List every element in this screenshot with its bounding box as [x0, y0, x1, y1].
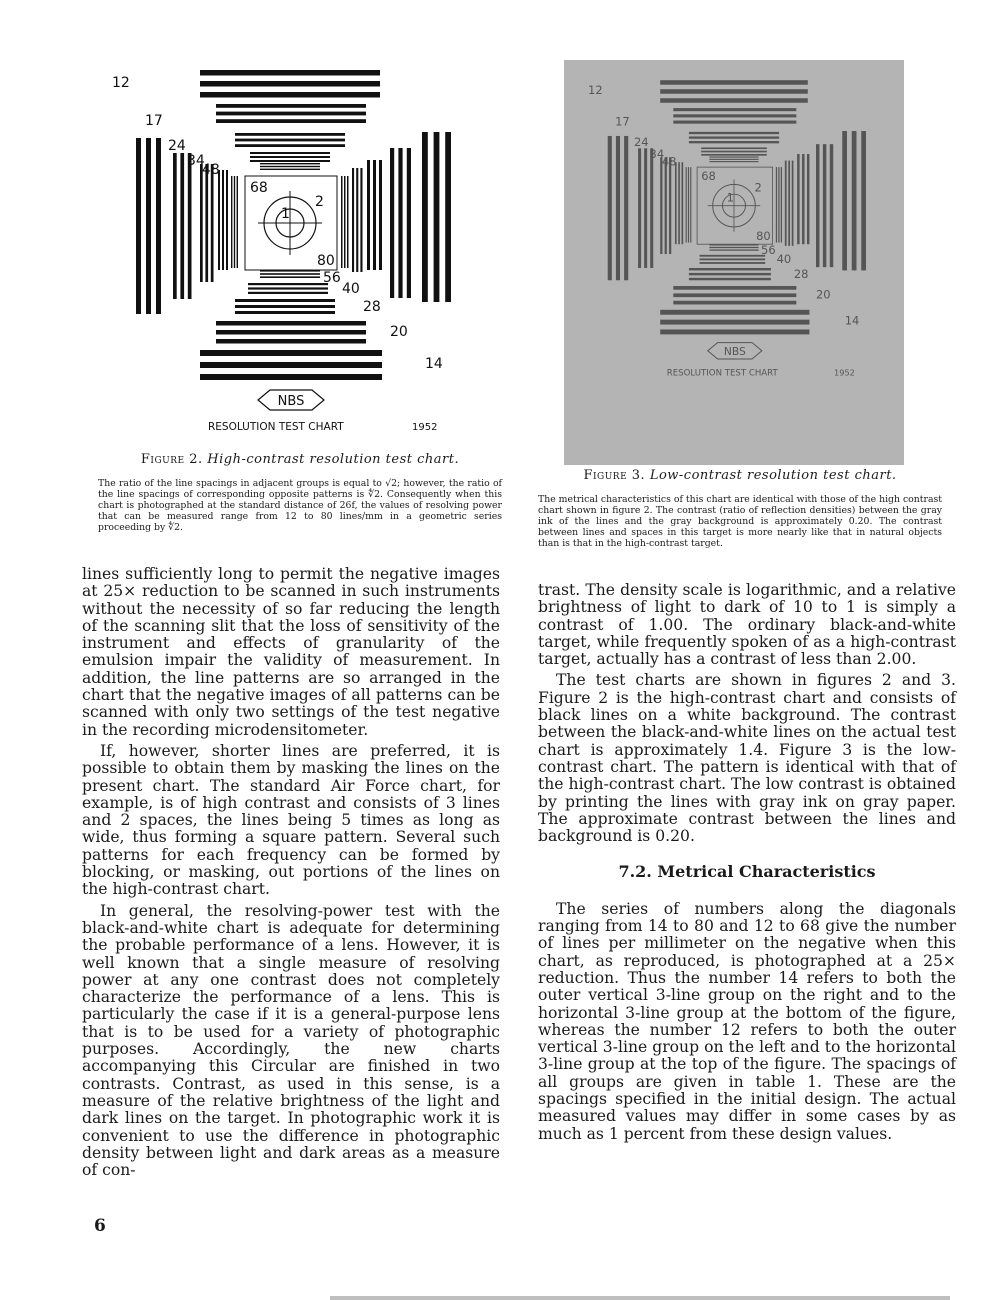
chart-line: [701, 147, 767, 149]
chart-line: [216, 112, 366, 116]
chart-number: 56: [323, 270, 341, 286]
chart-line: [222, 170, 224, 270]
chart-line: [709, 249, 758, 250]
chart-line: [235, 305, 335, 308]
chart-year: 1952: [834, 367, 855, 378]
figure-2-label: Figure 2.: [140, 452, 203, 467]
chart-line: [260, 169, 320, 170]
chart-line: [434, 132, 440, 302]
chart-line: [200, 374, 382, 380]
chart-line: [709, 247, 758, 248]
chart-line: [352, 168, 354, 272]
paragraph: If, however, shorter lines are preferred, it is possible to obtain them by masking the lines on the present chart. The standard Air Force chart, for example, is of high contrast and consists of 3 lines and 2 spaces, the lines being 5 times as long as wide, thus forming a square pattern. Several such patterns for each frequency can be formed by blocking, or masking, out portions of the lines on the high-contrast chart.: [82, 741, 500, 899]
chart-line: [690, 167, 691, 242]
chart-line: [445, 132, 451, 302]
chart-number: 48: [661, 154, 677, 169]
chart-number: 40: [342, 281, 360, 297]
chart-line: [638, 148, 641, 268]
paragraph: The series of numbers along the diagonals ranging from 14 to 80 and 12 to 68 give the number of lines per millimeter on the negative when this chart, as reproduced, is photographed at a 25× reduction. Thus the number 14 refers to both the outer vertical 3-line group on the right and to the horizontal 3-line group at the bottom of the figure, whereas the number 12 refers to both the outer vertical 3-line group on the left and to the horizontal 3-line group at the top of the figure. The spacings of all groups are given in table 1. These are the spacings specified in the initial design. The actual measured values may differ in some cases by as much as 1 percent from these design values.: [538, 899, 956, 1143]
chart-line: [802, 154, 804, 244]
chart-line: [689, 136, 779, 138]
chart-line: [776, 167, 777, 242]
chart-line: [422, 132, 428, 302]
chart-number: 28: [363, 299, 381, 315]
chart-line: [216, 330, 366, 335]
chart-line: [852, 131, 857, 270]
chart-line: [235, 311, 335, 314]
section-heading: 7.2. Metrical Characteristics: [618, 862, 876, 882]
chart-line: [624, 136, 628, 280]
chart-line: [379, 160, 382, 270]
paragraph: In general, the resolving-power test with the black-and-white chart is adequate for determining the probable performance of a lens. However, it is well known that a single measure of resolving power at any one contrast does not completely characterize the performance of a lens. This is particularly the case if it is a general-purpose lens that is to be used for a variety of photographic purposes. Accordingly, the new charts accompanying this Circular are finished in two contrasts. Contrast, as used in this sense, is a measure of the relative brightness of the light and dark lines on the target. In photographic work it is convenient to use the difference in photographic density between light and dark areas as a measure of con-: [82, 901, 500, 1180]
chart-line: [660, 98, 808, 103]
chart-line: [216, 119, 366, 123]
chart-line: [250, 160, 330, 162]
chart-line: [205, 164, 208, 282]
chart-line: [842, 131, 847, 270]
chart-line: [216, 321, 366, 326]
chart-line: [398, 148, 402, 298]
chart-line: [248, 287, 328, 289]
chart-number: 68: [701, 169, 716, 184]
chart-line: [709, 156, 758, 157]
chart-number: 1: [281, 206, 290, 222]
chart-line: [660, 310, 809, 315]
chart-number: 24: [633, 134, 649, 149]
chart-line: [390, 148, 394, 298]
chart-line: [861, 131, 866, 270]
chart-line: [678, 162, 680, 244]
chart-line: [682, 162, 684, 244]
paragraph: trast. The density scale is logarithmic, and a relative brightness of light to dark of 10 to 1 is simply a contrast of 1.00. The ordinary black-and-white target, while frequently spoken of as a high-contrast target, actually has a contrast of less than 2.00.: [538, 581, 956, 669]
page-edge-shadow: [330, 1296, 950, 1300]
chart-line: [660, 89, 808, 94]
chart-name: RESOLUTION TEST CHART: [208, 421, 344, 433]
chart-line: [250, 152, 330, 154]
chart-line: [673, 114, 796, 117]
chart-line: [200, 362, 382, 368]
chart-name: RESOLUTION TEST CHART: [666, 368, 778, 379]
chart-line: [785, 161, 787, 246]
chart-number: 14: [425, 356, 443, 372]
chart-line: [260, 273, 320, 275]
chart-number: 40: [776, 252, 792, 267]
chart-number: 2: [754, 180, 762, 195]
chart-line: [650, 148, 653, 268]
chart-line: [688, 167, 689, 242]
chart-line: [260, 166, 320, 167]
chart-number: 34: [187, 153, 205, 169]
chart-line: [234, 176, 235, 268]
chart-line: [660, 329, 809, 334]
chart-line: [231, 176, 232, 268]
chart-line: [260, 163, 320, 164]
chart-line: [830, 144, 833, 267]
chart-line: [689, 278, 771, 280]
chart-line: [200, 350, 382, 356]
chart-number: 80: [317, 253, 335, 269]
chart-line: [200, 92, 380, 98]
chart-pattern: [112, 70, 451, 433]
chart-line: [180, 153, 184, 299]
chart-line: [709, 161, 758, 162]
chart-line: [689, 141, 779, 143]
chart-line: [807, 154, 809, 244]
paragraph: The test charts are shown in figures 2 and 3. Figure 2 is the high-contrast chart and consists of black lines on a white background. The contrast between the black-and-white lines on the actual test chart is approximately 1.4. Figure 3 is the low-contrast chart. The pattern is identical with that of the high-contrast chart. The low contrast is obtained by printing the lines with gray ink on gray paper. The approximate contrast between the lines and background is 0.20.: [538, 671, 956, 846]
chart-line: [700, 255, 766, 257]
chart-line: [788, 161, 790, 246]
paragraph: lines sufficiently long to permit the negative images at 25× reduction to be scanned in such instruments without the necessity of so far reducing the length of the scanning slit that the loss of sensitivity of the instrument and effects of granularity of the emulsion impair the validity of measurement. In addition, the line patterns are so arranged in the chart that the negative images of all patterns can be scanned with only two settings of the test negative in the recording microdensitometer.: [82, 565, 500, 739]
chart-line: [248, 292, 328, 294]
nbs-logo-text: NBS: [277, 394, 305, 409]
chart-line: [200, 164, 203, 282]
chart-number: 14: [844, 313, 860, 328]
chart-number: 68: [250, 180, 268, 196]
chart-line: [709, 159, 758, 160]
chart-line: [347, 176, 349, 268]
figure-2-caption-title: [90, 452, 510, 467]
chart-line: [356, 168, 358, 272]
chart-line: [700, 258, 766, 260]
chart-line: [689, 132, 779, 134]
chart-line: [673, 301, 796, 305]
chart-line: [673, 286, 796, 290]
chart-line: [226, 170, 228, 270]
chart-number: 12: [112, 75, 130, 91]
chart-line: [235, 299, 335, 302]
chart-line: [216, 339, 366, 344]
chart-line: [367, 160, 370, 270]
right-column: [538, 582, 956, 1147]
chart-number: 48: [202, 162, 220, 178]
page-number: 6: [94, 1216, 106, 1236]
nbs-logo-text: NBS: [723, 344, 746, 358]
chart-line: [173, 153, 177, 299]
chart-line: [701, 151, 767, 153]
chart-line: [146, 138, 151, 314]
chart-line: [669, 157, 671, 254]
chart-line: [792, 161, 794, 246]
figure-3-caption-title: [530, 468, 950, 483]
chart-number: 12: [588, 83, 603, 98]
chart-number: 28: [793, 266, 809, 281]
chart-line: [373, 160, 376, 270]
chart-line: [616, 136, 620, 280]
chart-line: [237, 176, 238, 268]
chart-line: [200, 70, 380, 76]
figure-3: [530, 60, 950, 550]
chart-line: [673, 121, 796, 124]
high-contrast-chart: [90, 60, 510, 460]
chart-line: [344, 176, 346, 268]
chart-line: [797, 154, 799, 244]
chart-line: [816, 144, 819, 267]
figure-2-caption-note: The ratio of the line spacings in adjacent groups is equal to √2; however, the ratio of the line spacings of corresponding opposite patterns is ∜2. Consequently when this chart is photographed at the standard distance of 26f, the values of resolving power that can be measured range from 12 to 80 lines/mm in a geometric series proceeding by ∜2.: [98, 478, 502, 533]
figure-2: [90, 60, 510, 540]
chart-line: [407, 148, 411, 298]
chart-line: [608, 136, 612, 280]
chart-line: [211, 164, 214, 282]
chart-line: [235, 139, 345, 142]
chart-line: [235, 133, 345, 136]
chart-line: [660, 157, 662, 254]
chart-line: [778, 167, 779, 242]
chart-number: 24: [168, 138, 186, 154]
chart-line: [248, 283, 328, 285]
chart-year: 1952: [412, 422, 438, 433]
chart-line: [341, 176, 343, 268]
chart-line: [686, 167, 687, 242]
chart-line: [644, 148, 647, 268]
chart-line: [360, 168, 362, 272]
chart-line: [675, 162, 677, 244]
figure-3-caption-note: The metrical characteristics of this chart are identical with those of the high contrast chart shown in figure 2. The contrast (ratio of reflection densities) between the gray ink of the lines and the gray background is approximately 0.20. The contrast between lines and spaces in this target is more nearly like that in natural objects than is that in the high-contrast target.: [538, 494, 942, 549]
chart-line: [235, 144, 345, 147]
figure-2-title: High-contrast resolution test chart.: [207, 452, 460, 467]
chart-line: [218, 170, 220, 270]
chart-line: [660, 80, 808, 85]
left-column: [82, 566, 500, 1183]
chart-line: [689, 273, 771, 275]
chart-line: [260, 276, 320, 278]
chart-number: 56: [761, 243, 776, 258]
chart-number: 80: [756, 229, 771, 244]
chart-line: [136, 138, 141, 314]
chart-line: [200, 81, 380, 87]
chart-line: [673, 293, 796, 297]
chart-line: [689, 268, 771, 270]
chart-line: [665, 157, 667, 254]
chart-line: [781, 167, 782, 242]
chart-line: [673, 108, 796, 111]
chart-line: [216, 104, 366, 108]
chart-number: 17: [615, 114, 630, 129]
figure-3-title: Low-contrast resolution test chart.: [649, 468, 897, 483]
chart-line: [156, 138, 161, 314]
chart-line: [823, 144, 826, 267]
low-contrast-chart: [564, 60, 904, 465]
figure-3-label: Figure 3.: [583, 468, 646, 483]
chart-number: 17: [145, 113, 163, 129]
chart-line: [250, 156, 330, 158]
chart-line: [701, 154, 767, 156]
chart-line: [700, 262, 766, 264]
chart-number: 20: [816, 287, 831, 302]
chart-number: 2: [315, 194, 324, 210]
chart-number: 20: [390, 324, 408, 340]
chart-line: [188, 153, 192, 299]
chart-line: [660, 320, 809, 325]
chart-number: 1: [726, 190, 734, 205]
chart-number: 34: [649, 147, 665, 162]
